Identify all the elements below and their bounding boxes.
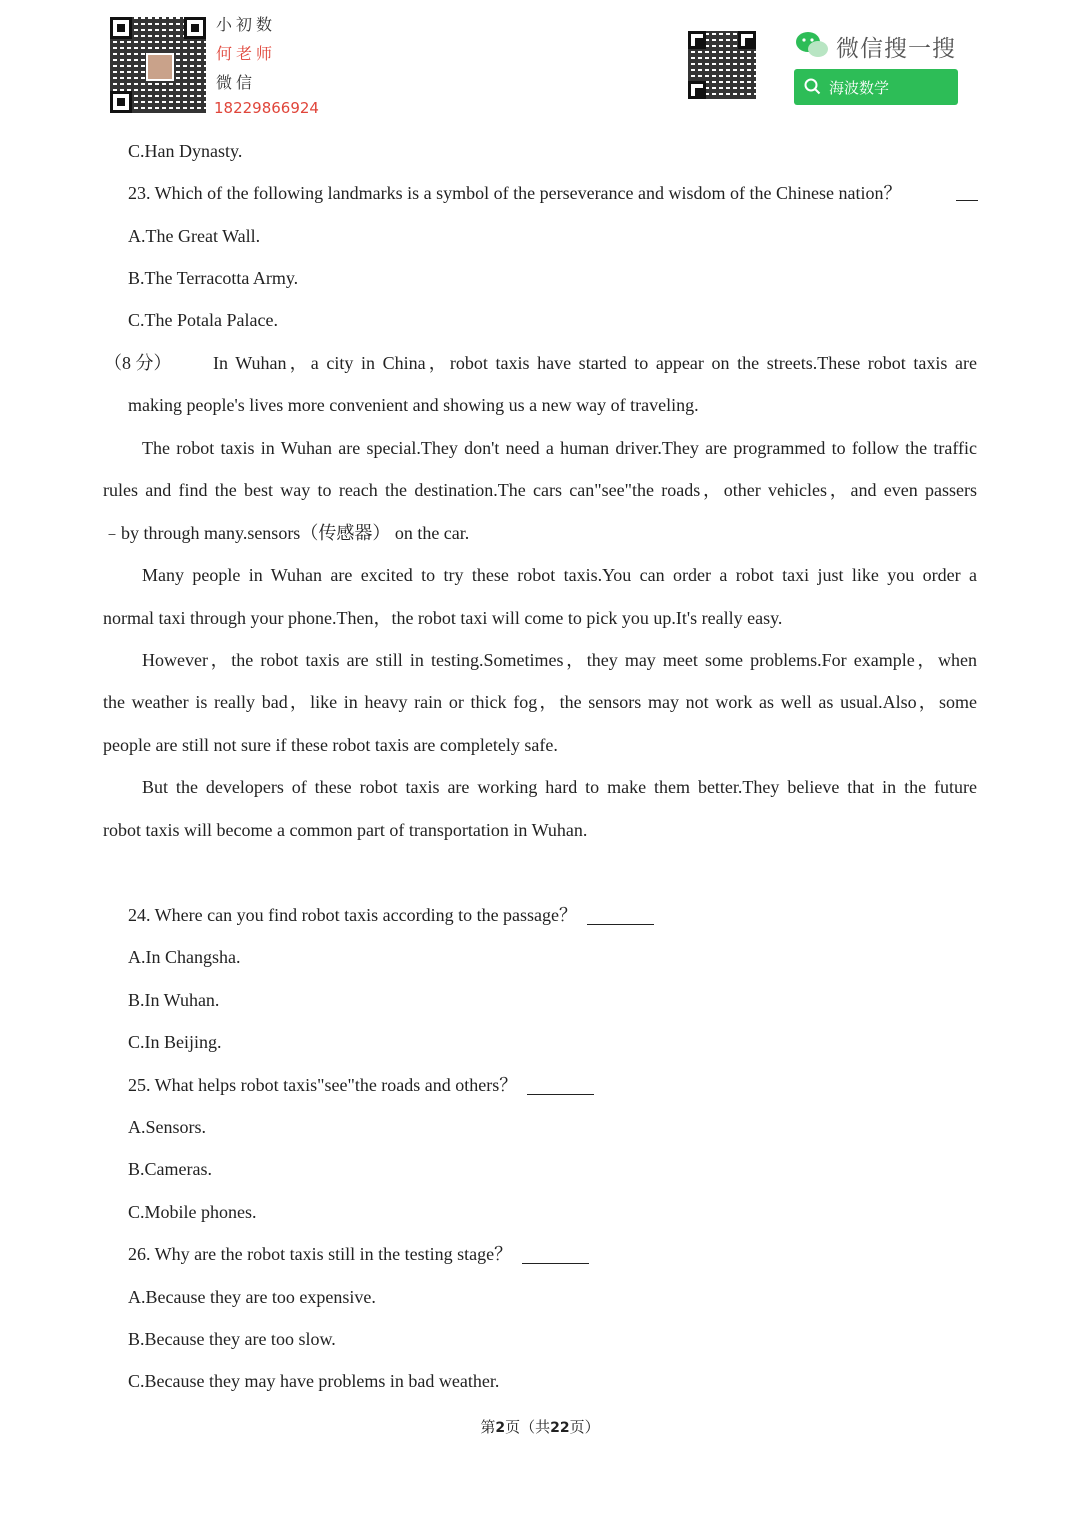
wechat-logo-icon	[794, 30, 830, 60]
q25-option-b: B.Cameras.	[128, 1159, 212, 1179]
passage-p3-line2: normal taxi through your phone.Then，the robot taxi will come to pick you up.It's really easy.	[103, 608, 783, 628]
handwritten-phone-number: 18229866924	[214, 99, 319, 117]
passage-p2-line3: ﹣by through many.sensors（传感器） on the car.	[103, 523, 470, 543]
q24-option-c: C.In Beijing.	[128, 1032, 222, 1052]
q24-question	[128, 904, 654, 926]
handwritten-note-line-2: 何老师	[216, 44, 277, 63]
passage-p4-line3: people are still not sure if these robot taxis are completely safe.	[103, 735, 558, 755]
q25-answer-blank[interactable]	[527, 1076, 594, 1095]
q22-option-c: C.Han Dynasty.	[128, 141, 243, 161]
footer-middle: 页（共	[505, 1420, 551, 1436]
passage-p1-line1: In Wuhan，a city in China，robot taxis have started to appear on the streets.These robot taxis are	[213, 353, 977, 373]
passage-p4-line1: However，the robot taxis are still in testing.Sometimes，they may meet some problems.For example，when	[142, 650, 977, 670]
q26-answer-blank[interactable]	[522, 1245, 589, 1264]
passage-score: （8 分）	[104, 353, 172, 373]
q26-option-b: B.Because they are too slow.	[128, 1329, 336, 1349]
handwritten-note-line-3: 微信	[216, 73, 257, 92]
page-footer	[0, 1416, 1080, 1437]
footer-suffix: 页）	[569, 1420, 600, 1436]
q26-option-c: C.Because they may have problems in bad weather.	[128, 1371, 500, 1391]
q23-answer-blank[interactable]	[956, 200, 978, 201]
q25-option-c: C.Mobile phones.	[128, 1202, 257, 1222]
q26-option-a: A.Because they are too expensive.	[128, 1287, 376, 1307]
q24-option-b: B.In Wuhan.	[128, 990, 220, 1010]
wechat-search-title: 微信搜一搜	[836, 36, 956, 62]
footer-page-number: 2	[495, 1420, 506, 1436]
handwritten-note-line-1: 小初数	[216, 15, 277, 34]
q26-question-text: 26. Why are the robot taxis still in the testing stage？	[128, 1244, 513, 1264]
q24-option-a: A.In Changsha.	[128, 947, 241, 967]
q23-option-a: A.The Great Wall.	[128, 226, 261, 246]
q25-option-a: A.Sensors.	[128, 1117, 207, 1137]
passage-p1-line2: making people's lives more convenient and showing us a new way of traveling.	[128, 395, 699, 415]
passage-p2-line2: rules and find the best way to reach the destination.The cars can"see"the roads，other vehicles，and even passers	[103, 480, 977, 500]
wechat-search-button[interactable]	[794, 69, 958, 105]
footer-total-pages: 22	[550, 1420, 570, 1436]
avatar	[146, 53, 174, 81]
q26-question	[128, 1243, 589, 1265]
q23-option-c: C.The Potala Palace.	[128, 310, 278, 330]
q23-question	[128, 182, 902, 204]
q25-question	[128, 1074, 594, 1096]
q24-question-text: 24. Where can you find robot taxis according to the passage？	[128, 905, 578, 925]
passage-p3-line1: Many people in Wuhan are excited to try these robot taxis.You can order a robot taxi just like you order a	[142, 565, 977, 585]
passage-p5-line1: But the developers of these robot taxis are working hard to make them better.They believe that in the future	[142, 777, 977, 797]
wechat-search-label: 海波数学	[829, 79, 890, 97]
passage-p2-line1: The robot taxis in Wuhan are special.They don't need a human driver.They are programmed to follow the traffic	[142, 438, 977, 458]
passage-p4-line2: the weather is really bad，like in heavy rain or thick fog，the sensors may not work as well as usual.Also，some	[103, 692, 977, 712]
q25-question-text: 25. What helps robot taxis"see"the roads and others？	[128, 1075, 518, 1095]
q23-option-b: B.The Terracotta Army.	[128, 268, 299, 288]
q24-answer-blank[interactable]	[587, 906, 654, 925]
footer-prefix: 第	[480, 1420, 496, 1436]
search-icon	[804, 78, 821, 99]
q23-question-text: 23. Which of the following landmarks is a symbol of the perseverance and wisdom of the Chinese nation？	[128, 183, 902, 203]
passage-p5-line2: robot taxis will become a common part of transportation in Wuhan.	[103, 820, 588, 840]
